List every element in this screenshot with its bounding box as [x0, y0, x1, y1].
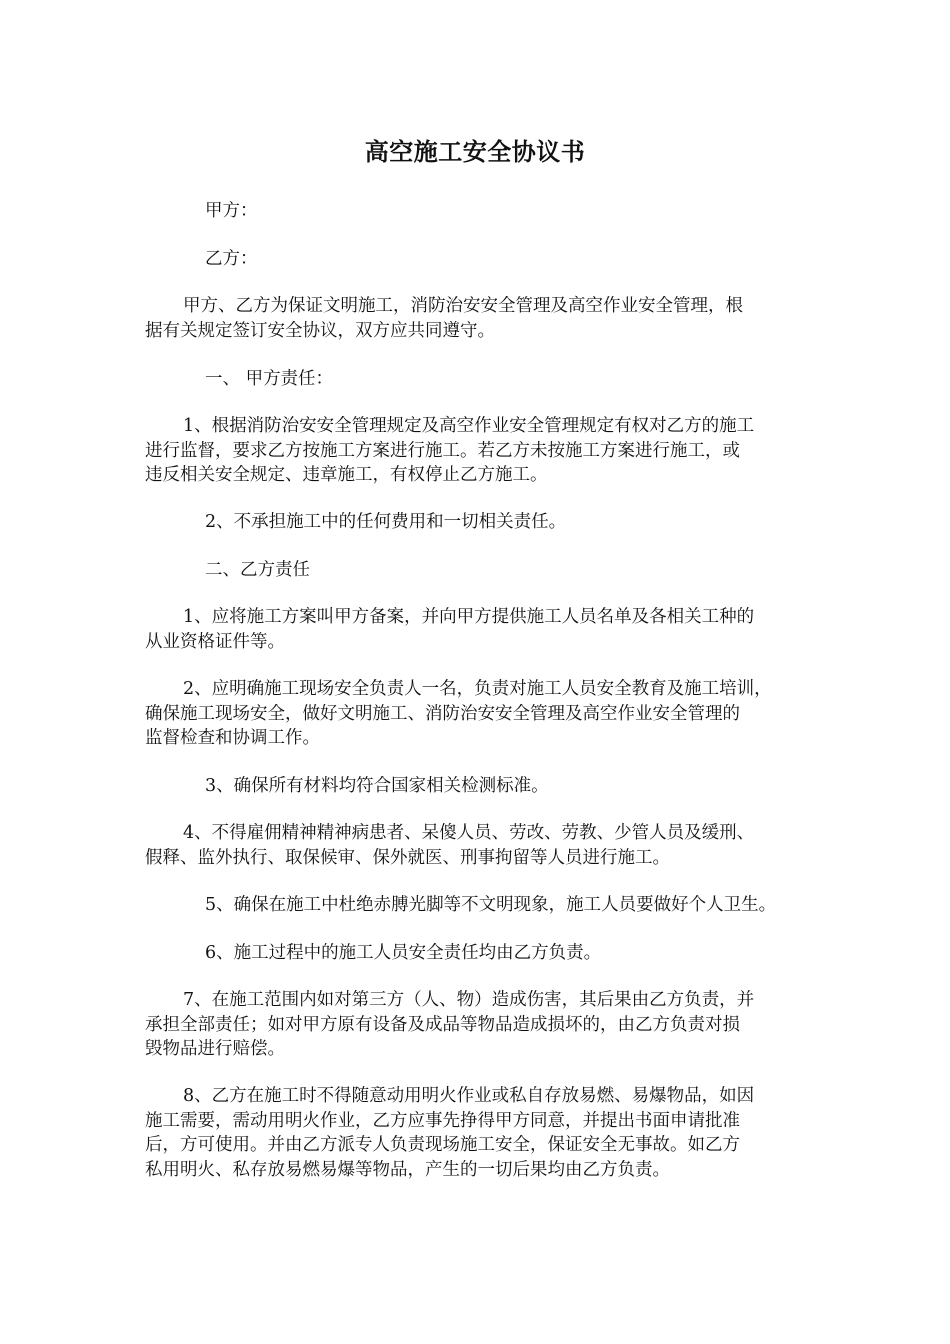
intro-paragraph	[145, 294, 805, 343]
section2-item6: 6、施工过程中的施工人员安全责任均由乙方负责。	[205, 943, 602, 963]
paragraph-line: 4、不得雇佣精神精神病患者、呆傻人员、劳改、劳教、少管人员及缓刑、	[183, 823, 755, 843]
paragraph-line: 承担全部责任；如对甲方原有设备及成品等物品造成损坏的，由乙方负责对损	[145, 1014, 740, 1035]
document-title: 高空施工安全协议书	[364, 137, 586, 166]
intro-line: 据有关规定签订安全协议，双方应共同遵守。	[145, 320, 495, 341]
paragraph-line: 从业资格证件等。	[145, 631, 285, 652]
section1-item1	[145, 414, 805, 488]
paragraph-line: 后，方可使用。并由乙方派专人负责现场施工安全，保证安全无事故。如乙方	[145, 1135, 740, 1155]
paragraph-line: 监督检查和协调工作。	[145, 728, 320, 748]
paragraph-line: 施工需要，需动用明火作业，乙方应事先挣得甲方同意，并提出书面申请批准	[145, 1110, 740, 1131]
section1-heading: 一、 甲方责任：	[205, 369, 334, 389]
paragraph-line: 1、根据消防治安安全管理规定及高空作业安全管理规定有权对乙方的施工	[183, 416, 755, 436]
paragraph-line: 8、乙方在施工时不得随意动用明火作业或私自存放易燃、易爆物品，如因	[183, 1086, 755, 1106]
section2-item1	[145, 605, 805, 654]
paragraph-line: 2、应明确施工现场安全负责人一名，负责对施工人员安全教育及施工培训，	[183, 679, 772, 699]
section2-item4	[145, 821, 805, 870]
paragraph-line: 私用明火、私存放易燃易爆等物品，产生的一切后果均由乙方负责。	[145, 1159, 670, 1180]
party-b-label: 乙方：	[205, 249, 258, 269]
section2-item7	[145, 988, 805, 1062]
section2-item3: 3、确保所有材料均符合国家相关检测标准。	[205, 776, 549, 796]
section2-heading: 二、乙方责任	[205, 560, 310, 580]
paragraph-line: 进行监督，要求乙方按施工方案进行施工。若乙方未按施工方案进行施工，或	[145, 440, 740, 461]
paragraph-line: 假释、监外执行、取保候审、保外就医、刑事拘留等人员进行施工。	[145, 847, 670, 868]
section2-item5: 5、确保在施工中杜绝赤膊光脚等不文明现象，施工人员要做好个人卫生。	[205, 895, 777, 915]
paragraph-line: 毁物品进行赔偿。	[145, 1039, 285, 1059]
section1-item2: 2、不承担施工中的任何费用和一切相关责任。	[205, 512, 567, 532]
section2-item2	[145, 677, 805, 751]
paragraph-line: 违反相关安全规定、违章施工，有权停止乙方施工。	[145, 465, 548, 485]
paragraph-line: 1、应将施工方案叫甲方备案，并向甲方提供施工人员名单及各相关工种的	[183, 607, 755, 627]
intro-line: 甲方、乙方为保证文明施工，消防治安安全管理及高空作业安全管理，根	[183, 296, 743, 316]
paragraph-line: 7、在施工范围内如对第三方（人、物）造成伤害，其后果由乙方负责，并	[183, 990, 755, 1010]
party-a-label: 甲方：	[205, 201, 258, 221]
section2-item8	[145, 1084, 805, 1182]
paragraph-line: 确保施工现场安全，做好文明施工、消防治安安全管理及高空作业安全管理的	[145, 703, 740, 724]
